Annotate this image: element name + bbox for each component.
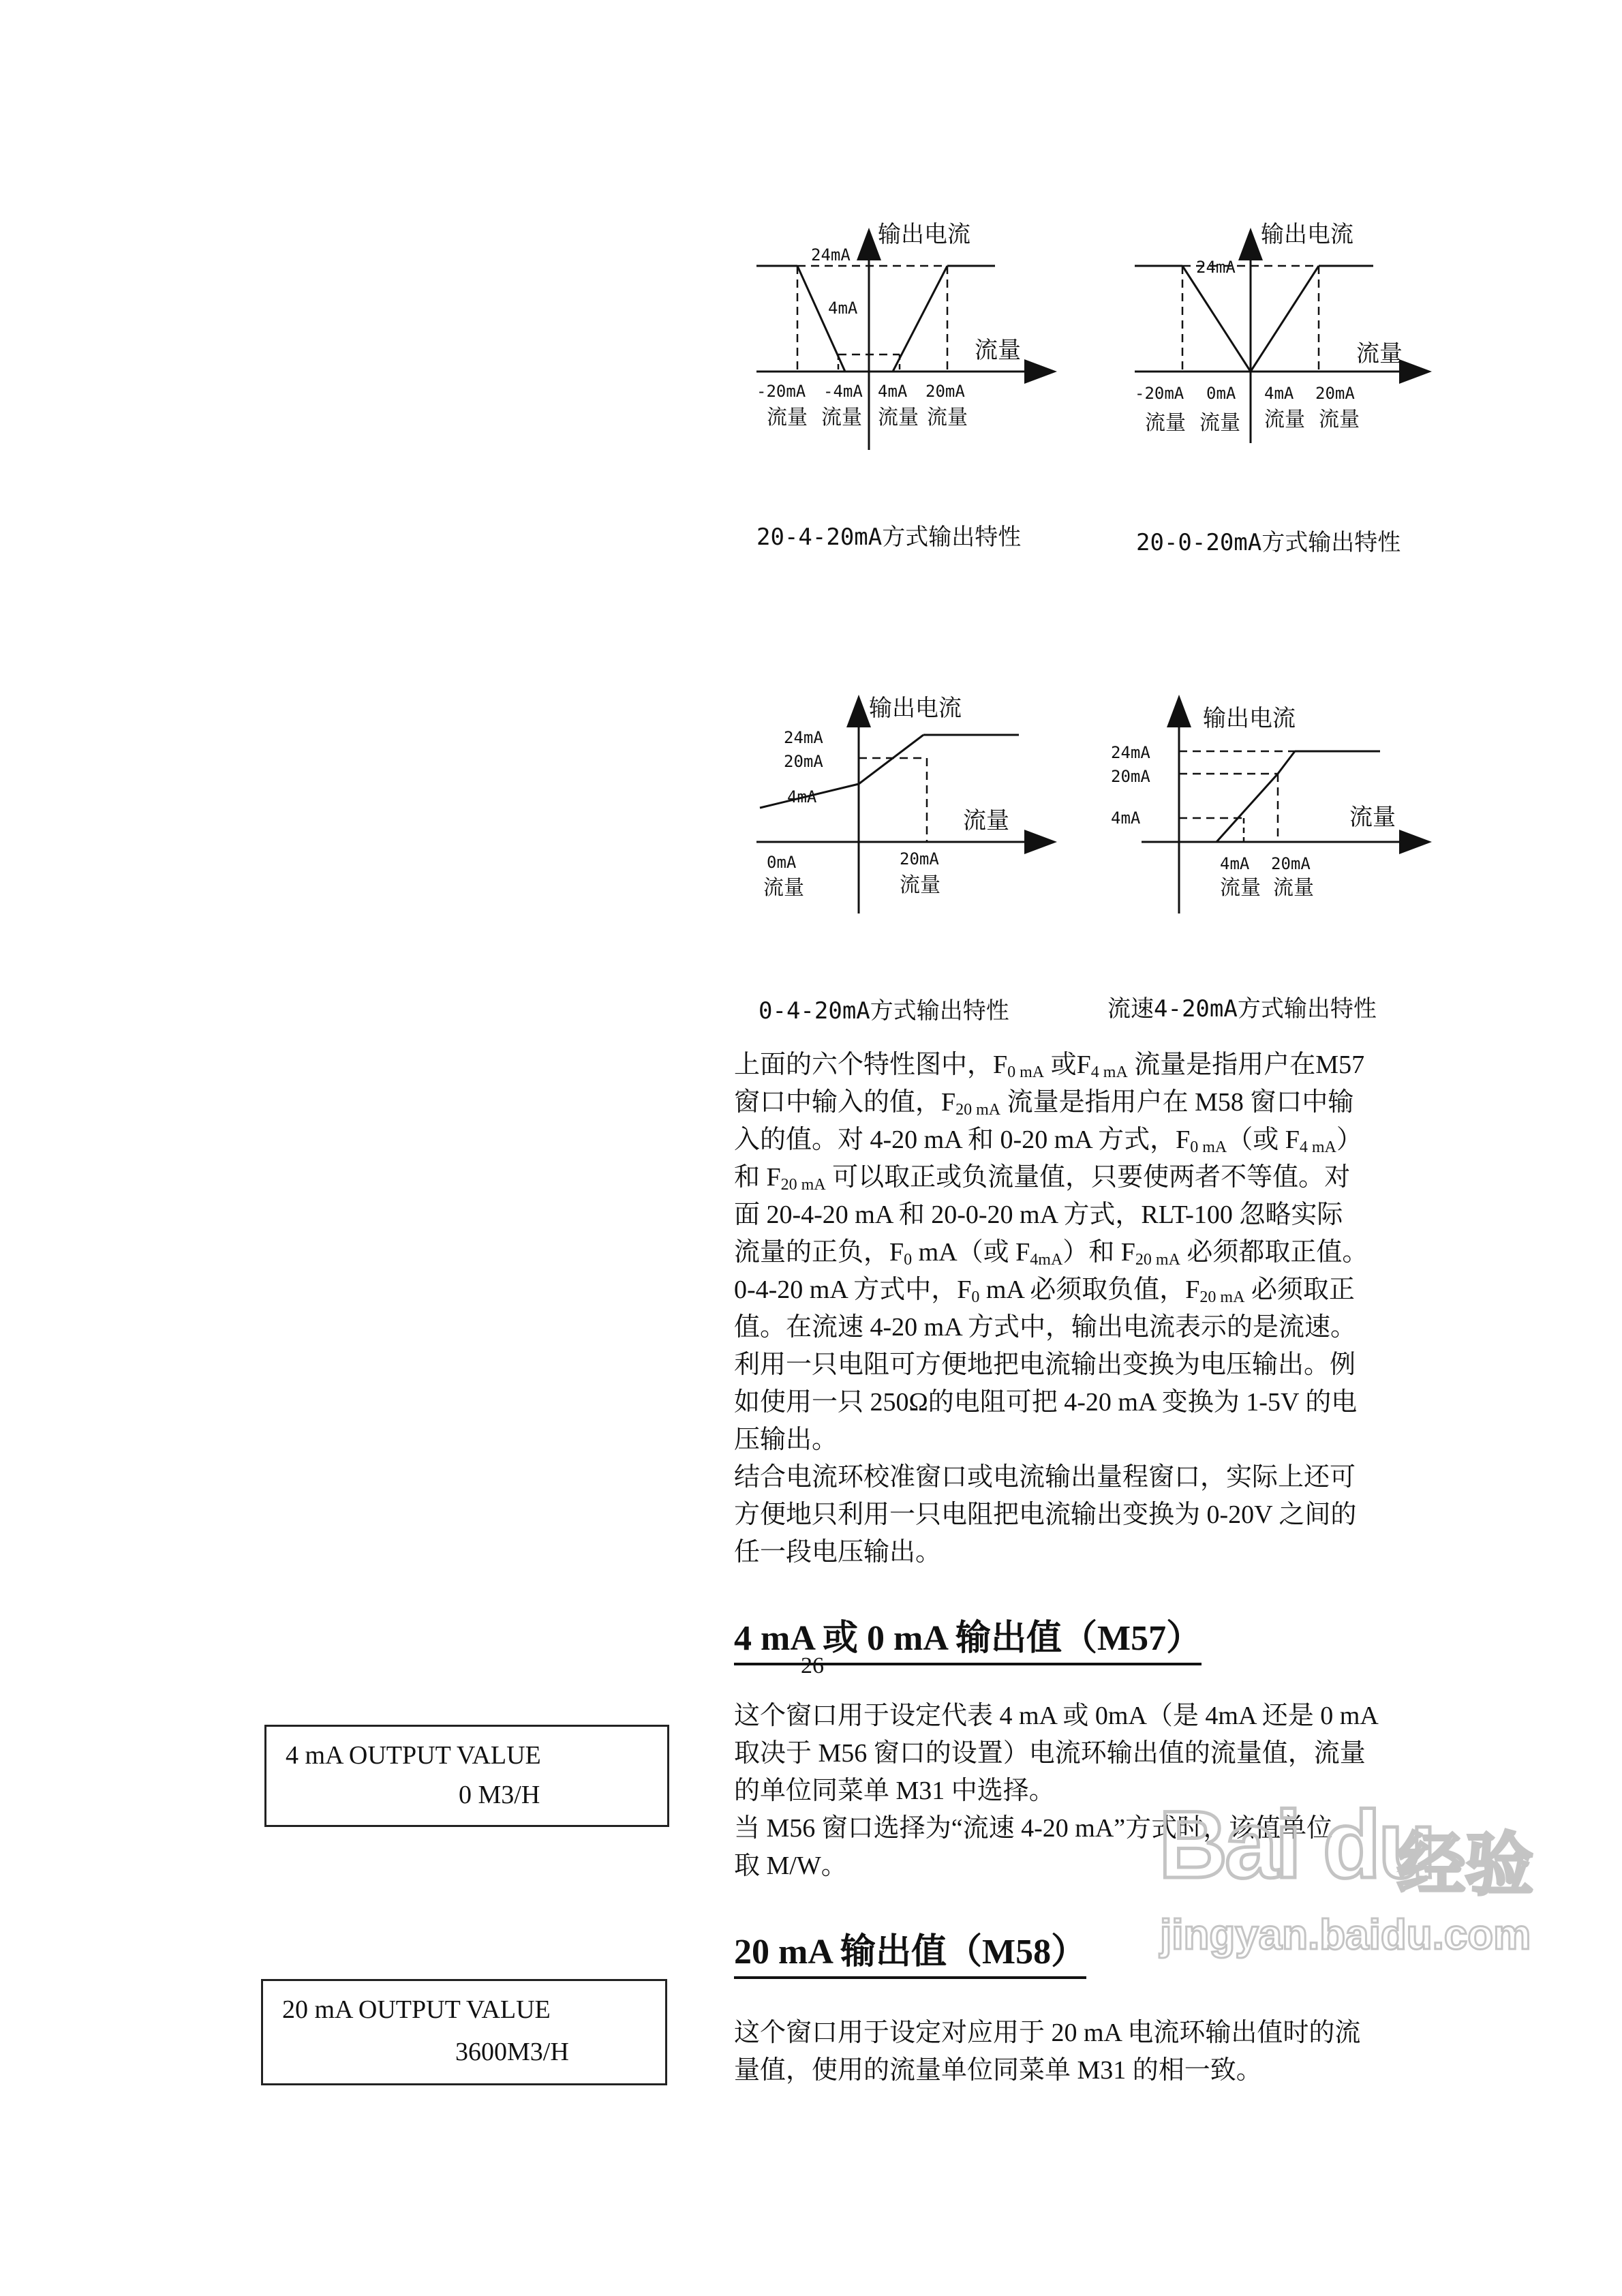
- y-label-24ma: 24mA: [811, 245, 851, 265]
- x-tick-label: 20mA: [1271, 854, 1311, 873]
- x-axis-label: 流量: [963, 807, 1009, 834]
- lcd-display-m58: [261, 1979, 667, 2085]
- diagram-20-4-20-svg: [743, 218, 1111, 464]
- x-unit-label: 流量: [1319, 408, 1360, 432]
- x-tick-label: -4mA: [823, 382, 863, 401]
- paragraph-line: 取 M/W。: [734, 1852, 847, 1880]
- lcd-line-2: 0 M3/H: [459, 1781, 540, 1809]
- diagram-velocity-4-20-svg: [1097, 689, 1465, 934]
- x-tick-label: 4mA: [878, 382, 908, 401]
- paragraph-line: 入的值。对 4-20 mA 和 0-20 mA 方式，$F_{0 mA}$（或 $F_{4 mA}$）: [734, 1126, 1362, 1156]
- y-label-4ma: 4mA: [828, 299, 858, 318]
- paragraph-line: 取决于 M56 窗口的设置）电流环输出值的流量值，流量: [734, 1739, 1366, 1768]
- y-label-4ma: 4mA: [1111, 809, 1141, 828]
- paragraph-line: 流量的正负，$F_0$ mA（或 $F_{4mA}$）和 $F_{20 mA}$ 必须都取正值。: [734, 1238, 1368, 1269]
- paragraph-line: 任一段电压输出。: [734, 1538, 942, 1567]
- paragraph-line: 结合电流环校准窗口或电流输出量程窗口，实际上还可: [734, 1463, 1356, 1492]
- baidu-jingyan-watermark: [1159, 1789, 1567, 1967]
- x-unit-label: 流量: [1264, 408, 1305, 432]
- diagram-caption: 20-4-20mA方式输出特性: [756, 524, 1022, 551]
- baidu-logo: Bai du: [1159, 1791, 1434, 1898]
- paragraph-line: 0-4-20 mA 方式中，$F_0$ mA 必须取负值，$F_{20 mA}$ 必须取正: [734, 1275, 1355, 1306]
- x-unit-label: 流量: [767, 406, 808, 429]
- paragraph-line: 的单位同菜单 M31 中选择。: [734, 1777, 1055, 1805]
- paragraph-line: 这个窗口用于设定对应用于 20 mA 电流环输出值时的流: [734, 2019, 1361, 2047]
- paragraph-line: 方便地只利用一只电阻把电流输出变换为 0-20V 之间的: [734, 1500, 1357, 1529]
- diagram-caption: 0-4-20mA方式输出特性: [759, 997, 1009, 1025]
- x-unit-label: 流量: [1199, 411, 1240, 435]
- m58-description: [734, 2014, 1429, 2089]
- x-unit-label: 流量: [1145, 411, 1186, 435]
- diagram-0-4-20-svg: [746, 689, 1114, 934]
- x-tick-label: 20mA: [1315, 384, 1355, 403]
- diagram-0-4-20: [746, 689, 1114, 934]
- y-label-20ma: 20mA: [1111, 767, 1150, 786]
- watermark-cn-text: 经验: [1397, 1825, 1533, 1905]
- explanation-paragraph: [734, 1046, 1429, 1571]
- x-unit-label: 流量: [900, 873, 940, 897]
- y-label-4ma: 4mA: [787, 787, 817, 806]
- paragraph-line: 值。在流速 4-20 mA 方式中，输出电流表示的是流速。: [734, 1313, 1357, 1342]
- x-tick-label: 0mA: [1206, 384, 1236, 403]
- paragraph-line: 利用一只电阻可方便地把电流输出变换为电压输出。例: [734, 1350, 1356, 1379]
- y-label-24ma: 24mA: [784, 728, 823, 747]
- x-tick-label: -20mA: [1135, 384, 1184, 403]
- lcd-line-2: 3600M3/H: [455, 2038, 569, 2066]
- paragraph-line: 量值，使用的流量单位同菜单 M31 的相一致。: [734, 2056, 1262, 2085]
- x-axis-label: 流量: [1349, 804, 1396, 831]
- x-unit-label: 流量: [878, 406, 919, 429]
- x-tick-label: 20mA: [925, 382, 965, 401]
- y-label-24ma: 24mA: [1196, 258, 1236, 277]
- y-axis-label: 输出电流: [869, 695, 962, 722]
- x-axis-label: 流量: [975, 337, 1021, 364]
- paragraph-line: 窗口中输入的值，$F_{20 mA}$ 流量是指用户在 M58 窗口中输: [734, 1088, 1354, 1119]
- page-number: 26: [801, 1653, 824, 1678]
- x-unit-label: 流量: [763, 876, 804, 900]
- diagram-caption: 流速4-20mA方式输出特性: [1107, 995, 1377, 1023]
- x-tick-label: 20mA: [900, 849, 939, 868]
- watermark-url: jingyan.baidu.com: [1160, 1912, 1531, 1959]
- y-label-20ma: 20mA: [784, 752, 823, 771]
- paragraph-line: 这个窗口用于设定代表 4 mA 或 0mA（是 4mA 还是 0 mA: [734, 1702, 1379, 1730]
- x-unit-label: 流量: [1273, 876, 1314, 900]
- y-axis-label: 输出电流: [878, 221, 970, 248]
- y-label-24ma: 24mA: [1111, 743, 1150, 762]
- diagram-20-4-20: [743, 218, 1111, 464]
- paragraph-line: 上面的六个特性图中，$F_{0 mA}$ 或$F_{4 mA}$ 流量是指用户在M57: [734, 1051, 1365, 1081]
- paragraph-line: 和 $F_{20 mA}$ 可以取正或负流量值，只要使两者不等值。对: [734, 1163, 1351, 1194]
- y-axis-label: 输出电流: [1203, 705, 1296, 732]
- lcd-display-m57: [264, 1725, 669, 1827]
- section-heading-m57: 4 mA 或 0 mA 输出值（M57）: [734, 1609, 1202, 1665]
- lcd-line-1: 20 mA OUTPUT VALUE: [282, 1995, 551, 2024]
- x-tick-label: -20mA: [756, 382, 806, 401]
- x-unit-label: 流量: [927, 406, 968, 429]
- x-tick-label: 4mA: [1264, 384, 1294, 403]
- y-axis-label: 输出电流: [1261, 221, 1353, 248]
- paragraph-line: 压输出。: [734, 1425, 838, 1454]
- x-axis-label: 流量: [1356, 340, 1403, 367]
- x-tick-label: 4mA: [1220, 854, 1250, 873]
- diagram-caption: 20-0-20mA方式输出特性: [1136, 529, 1401, 556]
- x-tick-label: 0mA: [767, 853, 797, 872]
- x-unit-label: 流量: [821, 406, 862, 429]
- paragraph-line: 面 20-4-20 mA 和 20-0-20 mA 方式，RLT-100 忽略实际: [734, 1200, 1343, 1229]
- paragraph-line: 如使用一只 250Ω的电阻可把 4-20 mA 变换为 1-5V 的电: [734, 1388, 1358, 1417]
- x-unit-label: 流量: [1220, 876, 1261, 900]
- diagram-velocity-4-20: [1097, 689, 1465, 934]
- section-heading-m58: 20 mA 输出值（M58）: [734, 1922, 1086, 1979]
- paragraph-line: 当 M56 窗口选择为“流速 4-20 mA”方式时，该值单位: [734, 1814, 1333, 1843]
- lcd-line-1: 4 mA OUTPUT VALUE: [286, 1741, 541, 1770]
- diagram-20-0-20: [1121, 218, 1489, 464]
- diagram-20-0-20-svg: [1121, 218, 1489, 464]
